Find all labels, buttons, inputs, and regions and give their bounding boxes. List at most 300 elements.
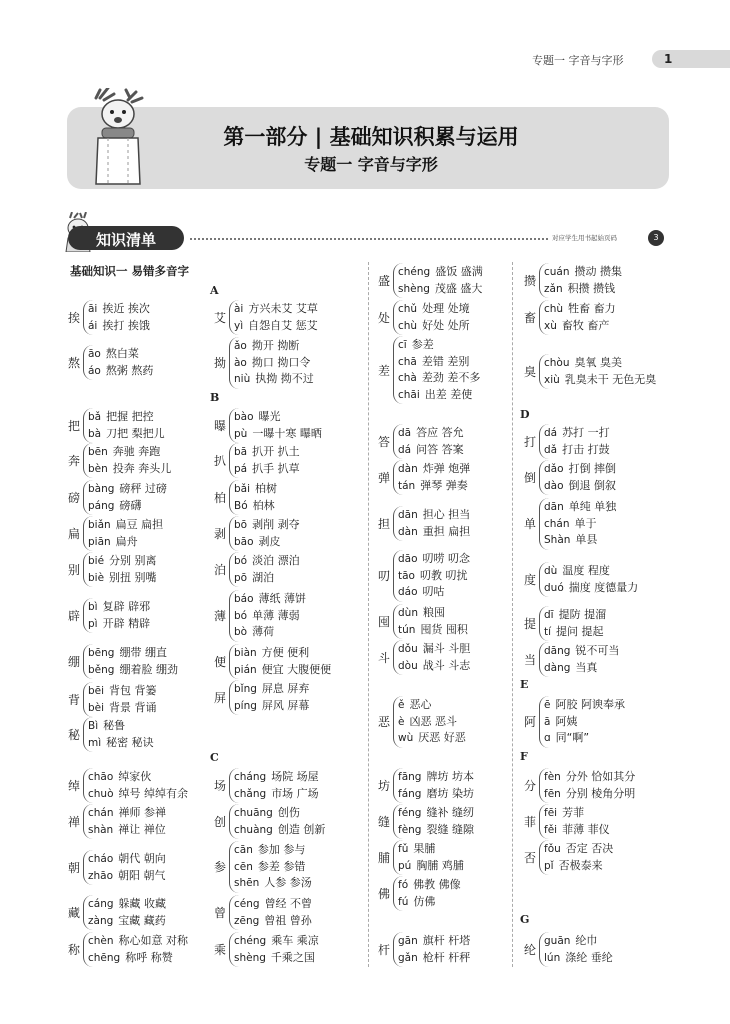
entry-character: 扒 bbox=[214, 454, 227, 468]
reading-brace bbox=[539, 932, 613, 967]
reading-brace bbox=[539, 354, 656, 389]
example-words: 扒手 扒草 bbox=[252, 461, 300, 475]
reading-row bbox=[398, 658, 470, 675]
entry-character: 背 bbox=[68, 693, 81, 707]
reading-row bbox=[88, 933, 188, 950]
pinyin: fāng bbox=[398, 771, 422, 783]
reading-row bbox=[88, 444, 171, 461]
reading-row bbox=[544, 822, 610, 839]
alphabet-letter: A bbox=[210, 284, 219, 297]
example-words: 盛饭 盛满 bbox=[435, 265, 483, 278]
reading-row bbox=[544, 858, 613, 875]
reading-row bbox=[398, 933, 470, 950]
example-words: 躲藏 收藏 bbox=[118, 897, 167, 910]
reading-row bbox=[234, 409, 322, 426]
pinyin: bǎ bbox=[88, 411, 102, 423]
example-words: 菲薄 菲仪 bbox=[562, 822, 610, 836]
polyphone-entry bbox=[214, 480, 277, 515]
example-words: 牌坊 坊本 bbox=[426, 770, 474, 783]
reading-row bbox=[398, 894, 461, 911]
pinyin: bèi bbox=[88, 701, 105, 714]
reading-brace bbox=[393, 506, 470, 541]
reading-row bbox=[88, 517, 163, 534]
pinyin: bō bbox=[234, 519, 248, 531]
example-words: 温度 程度 bbox=[562, 564, 610, 577]
example-words: 把握 把控 bbox=[106, 410, 154, 423]
pinyin: cēn bbox=[234, 860, 253, 873]
reading-row bbox=[234, 913, 312, 930]
reading-row bbox=[88, 662, 178, 679]
polyphone-entry bbox=[68, 717, 154, 752]
reading-brace bbox=[539, 804, 610, 839]
example-words: 别扭 别嘴 bbox=[109, 570, 157, 584]
example-words: 单县 bbox=[575, 533, 598, 546]
reading-row bbox=[544, 532, 616, 549]
example-words: 否定 否决 bbox=[565, 842, 614, 855]
reading-brace bbox=[539, 460, 616, 495]
reading-row bbox=[88, 950, 188, 967]
reading-brace bbox=[393, 804, 474, 839]
polyphone-entry bbox=[378, 876, 461, 911]
alphabet-letter: C bbox=[210, 751, 219, 764]
entry-character: 把 bbox=[68, 419, 81, 433]
polyphone-entry bbox=[378, 506, 470, 541]
polyphone-entry bbox=[378, 640, 470, 675]
reading-row bbox=[398, 568, 470, 585]
reading-row bbox=[88, 683, 157, 700]
reading-brace bbox=[539, 642, 619, 677]
example-words: 创伤 bbox=[277, 806, 300, 819]
example-words: 倒退 倒叙 bbox=[568, 478, 617, 492]
polyphone-entry bbox=[214, 443, 300, 478]
example-words: 绷着脸 绷劲 bbox=[119, 662, 178, 676]
polyphone-entry bbox=[524, 804, 610, 839]
reading-row bbox=[88, 913, 166, 930]
reading-brace bbox=[229, 680, 309, 715]
reading-row bbox=[398, 822, 474, 839]
pinyin: shēn bbox=[234, 877, 260, 889]
pinyin: gǎn bbox=[398, 951, 418, 964]
reading-row bbox=[398, 641, 470, 658]
alphabet-letter: F bbox=[520, 750, 528, 763]
dotted-divider bbox=[190, 238, 548, 240]
reading-brace bbox=[83, 682, 157, 717]
reading-brace bbox=[229, 644, 331, 679]
reading-row bbox=[234, 553, 300, 570]
example-words: 方兴未艾 艾草 bbox=[248, 302, 318, 315]
entry-character: 艾 bbox=[214, 311, 227, 325]
reading-brace bbox=[83, 345, 153, 380]
example-words: 打击 打鼓 bbox=[562, 442, 610, 456]
example-words: 提防 提溜 bbox=[558, 608, 607, 621]
example-words: 称心如意 对称 bbox=[118, 934, 189, 947]
chapter-title: 专题一 字音与字形 bbox=[304, 155, 438, 174]
pinyin: dào bbox=[544, 479, 564, 492]
reading-row bbox=[234, 461, 300, 478]
pinyin: fēi bbox=[544, 807, 558, 819]
entry-character: 倒 bbox=[524, 471, 537, 485]
reading-row bbox=[398, 786, 474, 803]
reading-row bbox=[398, 337, 480, 354]
reading-row bbox=[234, 896, 312, 913]
entry-character: 担 bbox=[378, 517, 391, 531]
reading-row bbox=[88, 616, 150, 633]
entry-character: 绷 bbox=[68, 655, 81, 669]
polyphone-entry bbox=[524, 932, 613, 967]
reading-row bbox=[234, 822, 325, 839]
alphabet-letter: G bbox=[520, 913, 530, 926]
entry-character: 曾 bbox=[214, 906, 227, 920]
polyphone-entry bbox=[524, 642, 619, 677]
reading-row bbox=[234, 444, 300, 461]
example-words: 拗口 拗口令 bbox=[251, 355, 311, 369]
polyphone-entry bbox=[524, 562, 638, 597]
pinyin: dàn bbox=[398, 463, 418, 475]
pinyin: piān bbox=[88, 535, 111, 548]
polyphone-entry bbox=[378, 840, 464, 875]
pinyin: chǎng bbox=[234, 787, 267, 800]
pinyin: dàng bbox=[544, 661, 571, 674]
pinyin: bēi bbox=[88, 685, 105, 697]
example-words: 参加 参与 bbox=[257, 843, 306, 856]
pinyin: bì bbox=[88, 601, 98, 613]
reading-row bbox=[234, 301, 318, 318]
reading-brace bbox=[539, 840, 613, 875]
pinyin: ái bbox=[88, 319, 98, 332]
reading-row bbox=[88, 553, 157, 570]
reading-row bbox=[544, 933, 613, 950]
example-words: 剥削 剥夺 bbox=[252, 518, 300, 531]
example-words: 复辟 辟邪 bbox=[102, 600, 151, 613]
reading-row bbox=[234, 608, 306, 625]
reading-brace bbox=[393, 640, 470, 675]
example-words: 执拗 拗不过 bbox=[255, 372, 314, 385]
example-words: 称呼 称赞 bbox=[125, 950, 173, 964]
polyphone-entry bbox=[68, 895, 166, 930]
entry-character: 畜 bbox=[524, 311, 537, 325]
example-words: 参差 参错 bbox=[257, 859, 306, 873]
entry-character: 挨 bbox=[68, 311, 81, 325]
reading-brace bbox=[539, 696, 625, 748]
pinyin: bó bbox=[234, 555, 248, 567]
reading-brace bbox=[83, 408, 165, 443]
entry-character: 单 bbox=[524, 517, 537, 532]
reading-row bbox=[544, 580, 638, 597]
example-words: 拗开 拗断 bbox=[251, 339, 300, 352]
reading-brace bbox=[229, 768, 319, 803]
reading-row bbox=[88, 318, 150, 335]
entry-character: 脯 bbox=[378, 851, 391, 865]
entry-character: 阿 bbox=[524, 715, 537, 730]
example-words: 曾祖 曾孙 bbox=[264, 913, 312, 927]
polyphone-entry bbox=[378, 768, 474, 803]
reading-brace bbox=[83, 598, 150, 633]
example-words: 炸弹 炮弹 bbox=[422, 462, 471, 475]
entry-character: 泊 bbox=[214, 563, 227, 577]
reading-brace bbox=[83, 717, 154, 752]
reading-row bbox=[398, 584, 470, 601]
polyphone-entry bbox=[378, 696, 466, 748]
reading-row bbox=[88, 718, 154, 735]
reading-row bbox=[398, 714, 466, 731]
entry-character: 攒 bbox=[524, 274, 537, 288]
pinyin: píng bbox=[234, 699, 257, 712]
pinyin: áo bbox=[88, 364, 101, 377]
reading-brace bbox=[83, 552, 157, 587]
pinyin: biàn bbox=[234, 647, 257, 659]
example-words: 担心 担当 bbox=[422, 508, 471, 521]
reading-row bbox=[234, 570, 300, 587]
part-title: 第一部分 | 基础知识积累与运用 bbox=[223, 125, 519, 149]
pinyin: cuán bbox=[544, 266, 570, 278]
pinyin: ǎo bbox=[234, 340, 247, 352]
pinyin: dāo bbox=[398, 553, 418, 565]
pinyin: ɑ bbox=[544, 732, 551, 744]
example-words: 战斗 斗志 bbox=[422, 658, 471, 672]
reading-row bbox=[544, 281, 622, 298]
example-words: 攒动 攒集 bbox=[574, 265, 623, 278]
reading-brace bbox=[393, 932, 470, 967]
pinyin: dòu bbox=[398, 659, 418, 672]
reading-row bbox=[88, 805, 166, 822]
entry-character: 秘 bbox=[68, 728, 81, 742]
entry-character: 分 bbox=[524, 779, 537, 793]
pinyin: chèn bbox=[88, 935, 114, 947]
example-words: 禅师 参禅 bbox=[118, 806, 167, 819]
example-words: 囤货 囤积 bbox=[420, 622, 468, 636]
pinyin: shàn bbox=[88, 823, 114, 836]
polyphone-entry bbox=[378, 932, 470, 967]
reading-brace bbox=[393, 336, 480, 404]
reading-brace bbox=[539, 498, 616, 550]
pinyin: fèng bbox=[398, 823, 422, 836]
reading-row bbox=[398, 551, 470, 568]
pinyin: chéng bbox=[234, 935, 267, 947]
entry-character: 便 bbox=[214, 655, 227, 669]
entry-character: 答 bbox=[378, 435, 391, 449]
example-words: 扁豆 扁担 bbox=[115, 518, 164, 531]
polyphone-entry bbox=[214, 337, 314, 389]
reading-row bbox=[234, 950, 319, 967]
polyphone-entry bbox=[524, 354, 656, 389]
polyphone-entry bbox=[378, 263, 483, 298]
pinyin: bò bbox=[234, 626, 248, 638]
polyphone-entry bbox=[378, 424, 464, 459]
example-words: 千乘之国 bbox=[270, 950, 315, 964]
pinyin: cháng bbox=[234, 771, 267, 783]
pinyin: tán bbox=[398, 479, 416, 492]
pinyin: féng bbox=[398, 807, 422, 819]
example-words: 方便 便利 bbox=[261, 646, 310, 659]
example-words: 弹琴 弹奏 bbox=[420, 478, 468, 492]
reading-row bbox=[544, 950, 613, 967]
entry-character: 纶 bbox=[524, 943, 537, 957]
example-words: 挨打 挨饿 bbox=[102, 318, 150, 332]
polyphone-entry bbox=[214, 932, 319, 967]
example-words: 问答 答案 bbox=[416, 442, 464, 456]
polyphone-entry bbox=[378, 300, 470, 335]
example-words: 揣度 度德量力 bbox=[568, 580, 639, 594]
pinyin: zēng bbox=[234, 914, 260, 927]
entry-character: 创 bbox=[214, 815, 227, 829]
entry-character: 屏 bbox=[214, 691, 227, 705]
polyphone-entry bbox=[68, 345, 153, 380]
example-words: 粮囤 bbox=[422, 606, 445, 619]
example-words: 奔驰 奔跑 bbox=[112, 445, 161, 458]
example-words: 旗杆 杆塔 bbox=[422, 934, 471, 947]
pinyin: chòu bbox=[544, 357, 570, 369]
pinyin: céng bbox=[234, 898, 260, 910]
reading-row bbox=[234, 933, 319, 950]
pinyin: dǎ bbox=[544, 443, 558, 456]
reading-row bbox=[544, 461, 616, 478]
polyphone-entry bbox=[214, 768, 319, 803]
pinyin: chā bbox=[398, 355, 417, 368]
pinyin: è bbox=[398, 715, 405, 728]
example-words: 分别 棱角分明 bbox=[565, 786, 636, 800]
reading-row bbox=[544, 769, 635, 786]
entry-character: 剥 bbox=[214, 527, 227, 541]
reading-row bbox=[544, 372, 656, 389]
reading-row bbox=[544, 624, 606, 641]
reading-brace bbox=[229, 300, 318, 335]
entry-character: 度 bbox=[524, 573, 537, 587]
reading-row bbox=[88, 409, 165, 426]
polyphone-entry bbox=[214, 300, 318, 335]
entry-character: 叨 bbox=[378, 569, 391, 584]
pinyin: bǎi bbox=[234, 483, 251, 495]
example-words: 答应 答允 bbox=[416, 426, 464, 439]
entry-character: 场 bbox=[214, 779, 227, 793]
reading-row bbox=[544, 516, 616, 533]
reading-row bbox=[234, 481, 277, 498]
example-words: 果脯 bbox=[413, 842, 436, 855]
reading-row bbox=[88, 461, 171, 478]
example-words: 朝代 朝向 bbox=[118, 852, 166, 865]
reading-row bbox=[234, 769, 319, 786]
reading-row bbox=[234, 517, 300, 534]
pinyin: shèng bbox=[398, 282, 430, 295]
reading-brace bbox=[229, 590, 306, 642]
entry-character: 恶 bbox=[378, 715, 391, 730]
entry-character: 打 bbox=[524, 435, 537, 449]
page-number: 1 bbox=[652, 50, 730, 68]
polyphone-entry bbox=[214, 644, 331, 679]
example-words: 朝阳 朝气 bbox=[118, 868, 166, 882]
entry-character: 拗 bbox=[214, 356, 227, 371]
example-words: 叨咕 bbox=[422, 585, 445, 598]
pinyin: dùn bbox=[398, 607, 418, 619]
example-words: 投奔 奔头儿 bbox=[112, 461, 172, 475]
reading-row bbox=[398, 461, 470, 478]
polyphone-entry bbox=[524, 424, 610, 459]
example-words: 分外 恰如其分 bbox=[565, 770, 636, 783]
example-words: 处理 处境 bbox=[422, 302, 470, 315]
pinyin: chǔ bbox=[398, 303, 418, 315]
polyphone-entry bbox=[524, 300, 616, 335]
polyphone-entry bbox=[214, 680, 309, 715]
pinyin: biè bbox=[88, 571, 105, 584]
reading-row bbox=[398, 605, 468, 622]
example-words: 熬粥 熬药 bbox=[105, 363, 154, 377]
reading-row bbox=[398, 877, 461, 894]
reading-row bbox=[544, 318, 616, 335]
reading-row bbox=[398, 841, 464, 858]
pinyin: chuàng bbox=[234, 823, 273, 836]
example-words: 仿佛 bbox=[413, 894, 436, 908]
example-words: 差劲 差不多 bbox=[421, 371, 481, 384]
alphabet-letter: B bbox=[210, 391, 220, 404]
polyphone-entry bbox=[378, 804, 474, 839]
pinyin: dá bbox=[398, 443, 412, 456]
reading-brace bbox=[83, 895, 166, 930]
example-words: 恶心 bbox=[409, 698, 432, 711]
entry-character: 当 bbox=[524, 653, 537, 667]
reading-brace bbox=[83, 804, 166, 839]
reading-row bbox=[88, 700, 157, 717]
example-words: 宝藏 藏药 bbox=[118, 913, 166, 927]
reading-brace bbox=[229, 516, 300, 551]
reading-row bbox=[544, 442, 610, 459]
polyphone-entry bbox=[214, 804, 325, 839]
pinyin: fáng bbox=[398, 787, 422, 800]
example-words: 单于 bbox=[574, 516, 597, 530]
entry-character: 盛 bbox=[378, 274, 391, 288]
reading-row bbox=[544, 643, 619, 660]
polyphone-entry bbox=[524, 460, 616, 495]
entry-character: 处 bbox=[378, 311, 391, 325]
reading-brace bbox=[393, 840, 464, 875]
polyphone-entry bbox=[214, 516, 300, 551]
example-words: 柏林 bbox=[252, 498, 275, 512]
reading-brace bbox=[83, 932, 188, 967]
polyphone-entry bbox=[68, 552, 157, 587]
example-words: 背包 背篓 bbox=[109, 684, 157, 697]
example-words: 剥皮 bbox=[258, 534, 281, 548]
column-divider bbox=[368, 262, 369, 967]
polyphone-entry bbox=[68, 850, 166, 885]
example-words: 自怨自艾 惩艾 bbox=[248, 318, 318, 332]
entry-character: 辟 bbox=[68, 609, 81, 623]
column-divider bbox=[512, 262, 513, 967]
pinyin: fěi bbox=[544, 823, 558, 836]
reading-row bbox=[234, 842, 312, 859]
reading-brace bbox=[229, 337, 314, 389]
pinyin: dù bbox=[544, 565, 558, 577]
polyphone-entry bbox=[68, 443, 171, 478]
example-words: 否极泰来 bbox=[558, 858, 603, 872]
pinyin: chù bbox=[398, 319, 418, 332]
entry-character: 熬 bbox=[68, 356, 81, 370]
reading-row bbox=[544, 730, 625, 747]
example-words: 涤纶 垂纶 bbox=[565, 950, 613, 964]
pinyin: Bó bbox=[234, 499, 248, 512]
reading-row bbox=[234, 591, 306, 608]
pinyin: dáo bbox=[398, 586, 418, 598]
reading-row bbox=[398, 697, 466, 714]
entry-character: 磅 bbox=[68, 491, 81, 505]
example-words: 绰号 绰绰有余 bbox=[118, 786, 189, 800]
reading-brace bbox=[229, 932, 319, 967]
reading-row bbox=[544, 499, 616, 516]
pinyin: tí bbox=[544, 625, 552, 638]
reading-brace bbox=[83, 850, 166, 885]
reading-row bbox=[398, 281, 483, 298]
pinyin: pǐ bbox=[544, 859, 554, 872]
pinyin: pá bbox=[234, 462, 248, 475]
entry-character: 朝 bbox=[68, 861, 81, 875]
example-words: 叨唠 叨念 bbox=[422, 552, 471, 565]
